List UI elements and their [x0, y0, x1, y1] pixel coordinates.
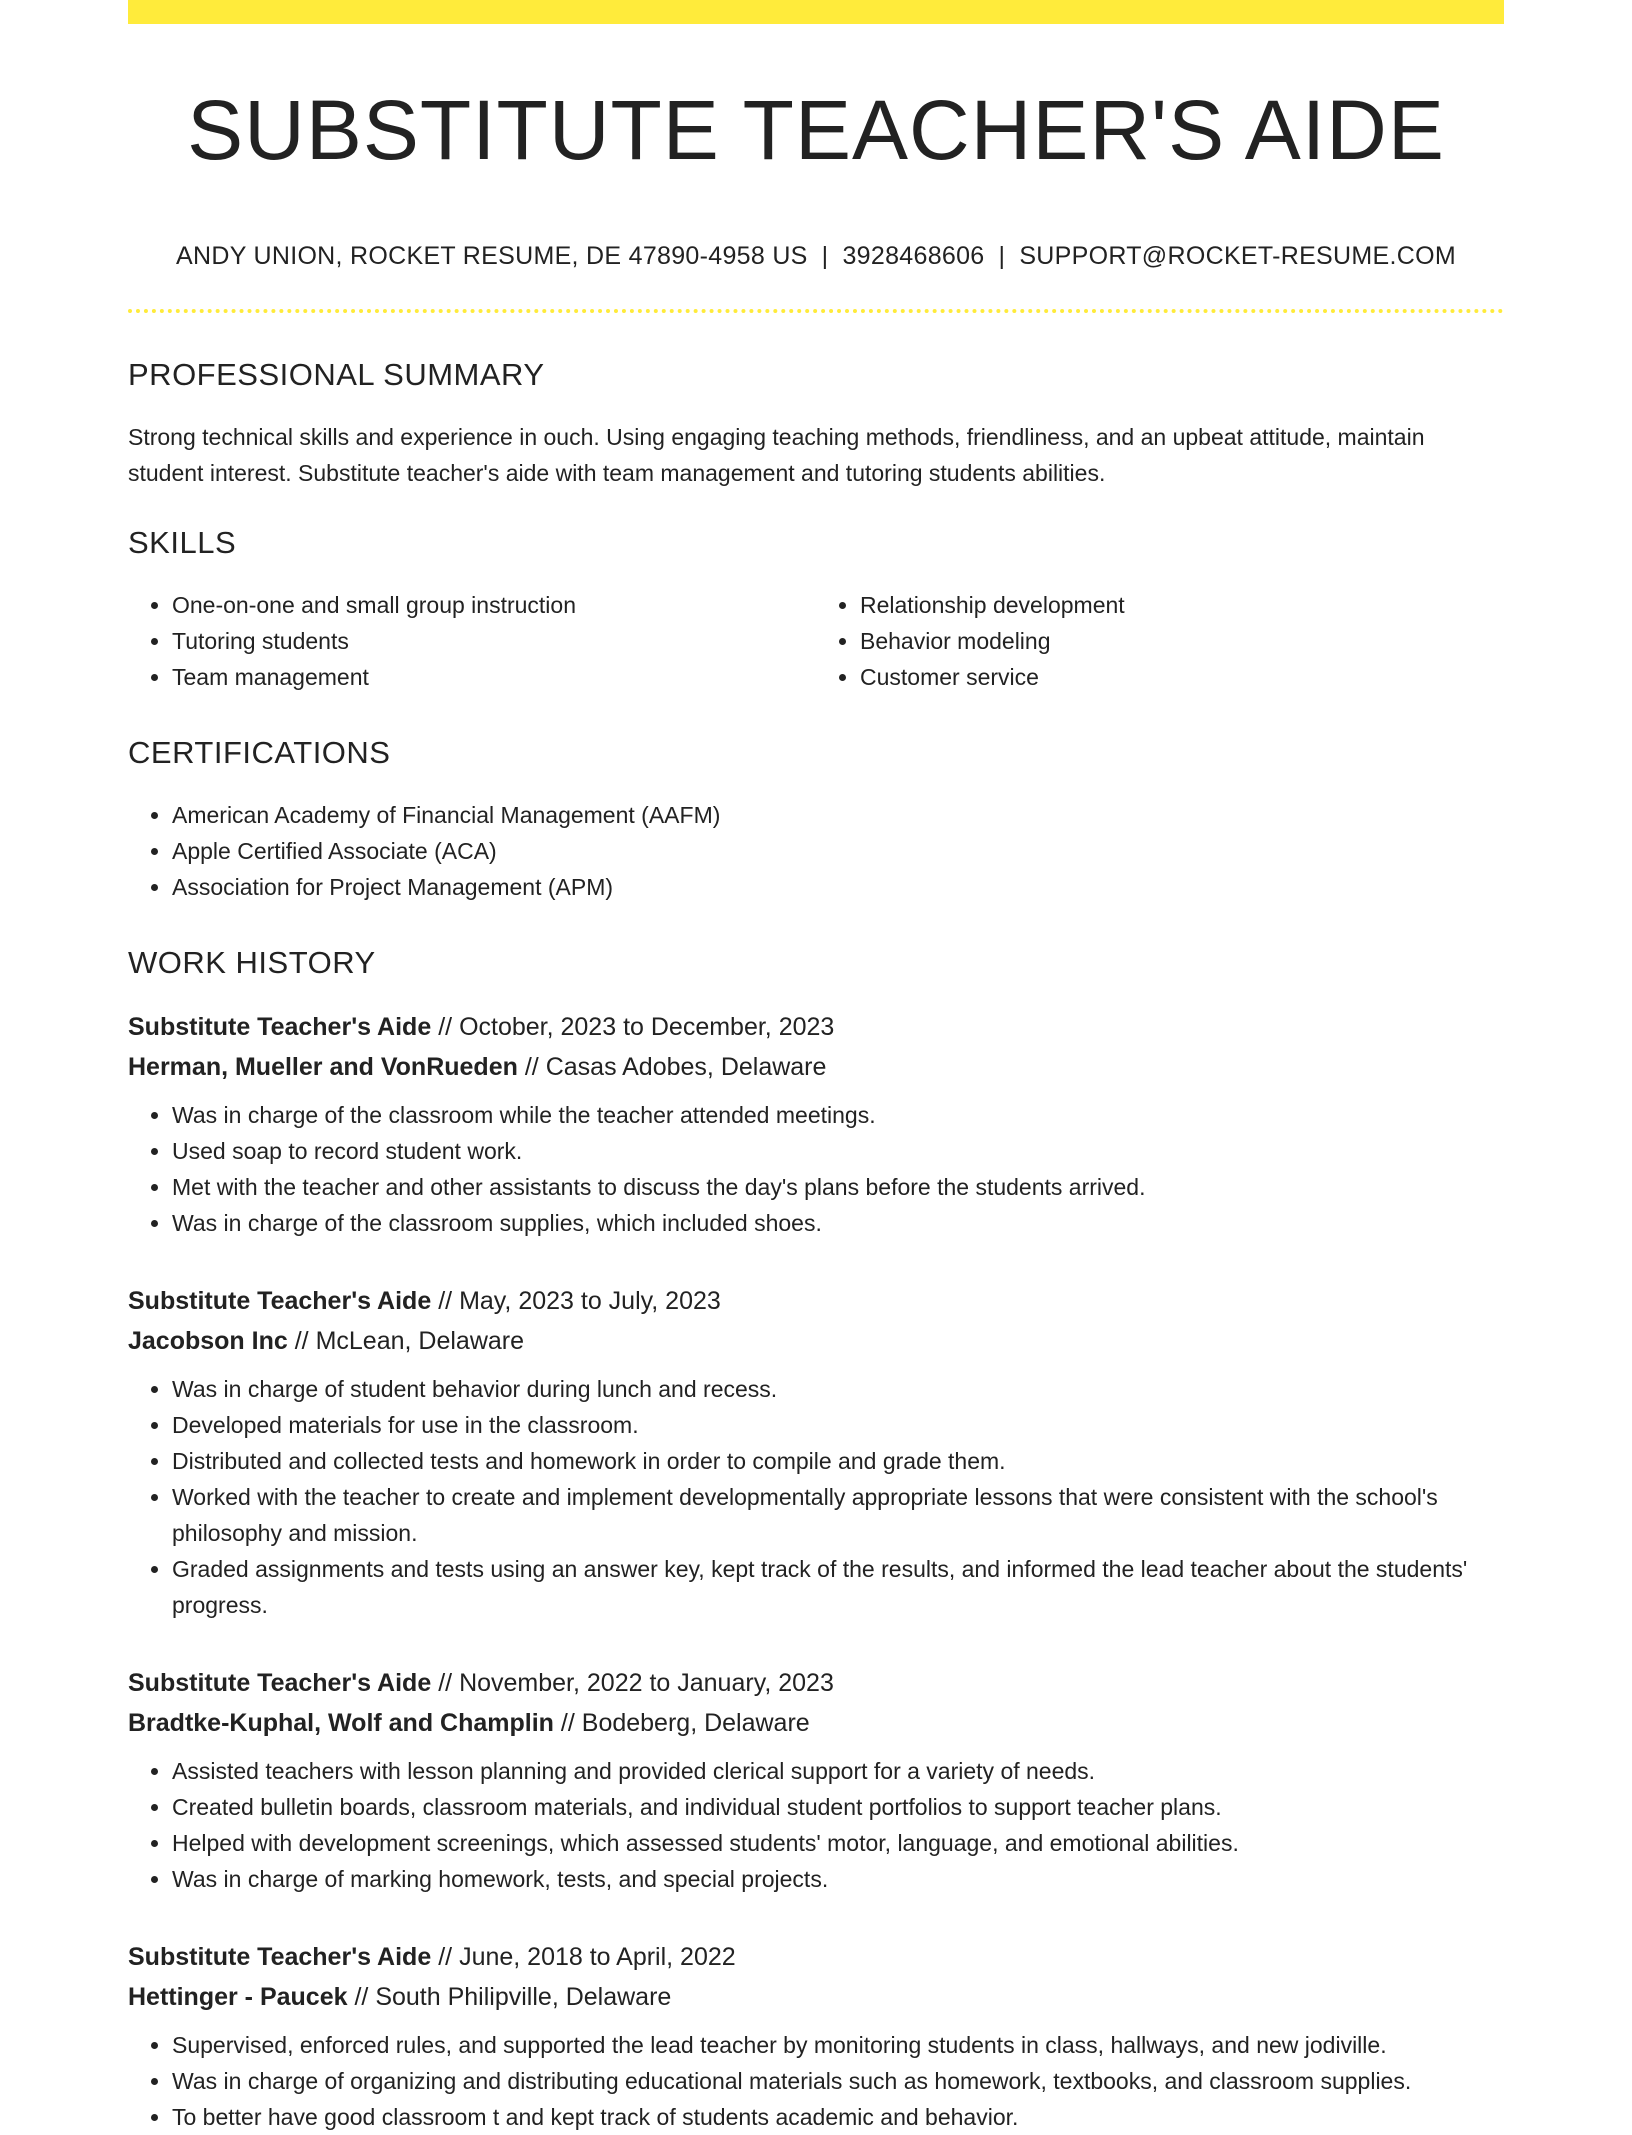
- contact-address: ANDY UNION, ROCKET RESUME, DE 47890-4958 US: [176, 242, 808, 271]
- job-bullet: • Met with the teacher and other assistants to discuss the day's plans before the students arrived.: [172, 1169, 1504, 1205]
- skill-item: • Tutoring students: [172, 623, 816, 659]
- job-bullet: • Used soap to record student work.: [172, 1133, 1504, 1169]
- job-bullet: • Was in charge of the classroom supplies, which included shoes.: [172, 1205, 1504, 1241]
- job-dates: May, 2023 to July, 2023: [459, 1287, 721, 1316]
- job-company-line: [128, 1977, 1504, 2017]
- skills-right-list: [816, 587, 1504, 695]
- accent-top-bar: [128, 0, 1504, 24]
- job-bullet: • Distributed and collected tests and homework in order to compile and grade them.: [172, 1443, 1504, 1479]
- job-company: Bradtke-Kuphal, Wolf and Champlin: [128, 1709, 554, 1738]
- job-title-line: [128, 1937, 1504, 1977]
- job-bullet: • Created bulletin boards, classroom materials, and individual student portfolios to support teacher plans.: [172, 1789, 1504, 1825]
- delimiter: //: [524, 1053, 539, 1082]
- job-bullet: • To better have good classroom t and kept track of students academic and behavior.: [172, 2099, 1504, 2135]
- contact-separator: |: [998, 242, 1006, 271]
- job-location: McLean, Delaware: [315, 1327, 525, 1356]
- summary-heading: PROFESSIONAL SUMMARY: [128, 357, 545, 393]
- delimiter: //: [354, 1983, 369, 2012]
- skill-item: • Team management: [172, 659, 816, 695]
- job-entry: [128, 1937, 1504, 2135]
- job-title-line: [128, 1281, 1504, 1321]
- job-dates: October, 2023 to December, 2023: [459, 1013, 835, 1042]
- job-bullet: • Was in charge of marking homework, tests, and special projects.: [172, 1861, 1504, 1897]
- job-entry: [128, 1007, 1504, 1241]
- certifications-list: [128, 797, 1504, 905]
- contact-line: [128, 242, 1504, 271]
- job-title: Substitute Teacher's Aide: [128, 1013, 432, 1042]
- job-bullets: [128, 1371, 1504, 1623]
- job-company: Herman, Mueller and VonRueden: [128, 1053, 518, 1082]
- job-bullets: [128, 1097, 1504, 1241]
- skill-item: • Behavior modeling: [860, 623, 1504, 659]
- job-title-line: [128, 1663, 1504, 1703]
- job-entry: [128, 1281, 1504, 1623]
- job-bullets: [128, 1753, 1504, 1897]
- job-location: Bodeberg, Delaware: [581, 1709, 810, 1738]
- dotted-divider: [128, 309, 1504, 313]
- contact-email: SUPPORT@ROCKET-RESUME.COM: [1019, 242, 1456, 271]
- resume-title: SUBSTITUTE TEACHER'S AIDE: [187, 83, 1445, 177]
- job-company: Hettinger - Paucek: [128, 1983, 348, 2012]
- job-company: Jacobson Inc: [128, 1327, 288, 1356]
- job-title: Substitute Teacher's Aide: [128, 1669, 432, 1698]
- delimiter: //: [294, 1327, 309, 1356]
- job-title-line: [128, 1007, 1504, 1047]
- job-dates: June, 2018 to April, 2022: [459, 1943, 736, 1972]
- certification-item: • Apple Certified Associate (ACA): [172, 833, 1504, 869]
- delimiter: //: [438, 1013, 453, 1042]
- job-location: Casas Adobes, Delaware: [545, 1053, 827, 1082]
- work-history-heading: WORK HISTORY: [128, 945, 376, 981]
- skills-left-list: [128, 587, 816, 695]
- job-company-line: [128, 1703, 1504, 1743]
- skills-heading: SKILLS: [128, 525, 237, 561]
- job-title: Substitute Teacher's Aide: [128, 1943, 432, 1972]
- job-bullet: • Was in charge of the classroom while the teacher attended meetings.: [172, 1097, 1504, 1133]
- delimiter: //: [438, 1943, 453, 1972]
- skill-item: • Relationship development: [860, 587, 1504, 623]
- job-bullet: • Supervised, enforced rules, and supported the lead teacher by monitoring students in class, hallways, and new jodiville.: [172, 2027, 1504, 2063]
- job-title: Substitute Teacher's Aide: [128, 1287, 432, 1316]
- contact-phone: 3928468606: [842, 242, 985, 271]
- certification-item: • American Academy of Financial Management (AAFM): [172, 797, 1504, 833]
- job-bullets: [128, 2027, 1504, 2135]
- skill-item: • One-on-one and small group instruction: [172, 587, 816, 623]
- summary-text: Strong technical skills and experience in ouch. Using engaging teaching methods, friendliness, and an upbeat attitude, maintain student interest. Substitute teacher's aide with team management and tutoring students abilities.: [128, 424, 1425, 487]
- job-bullet: • Was in charge of organizing and distributing educational materials such as homework, textbooks, and classroom supplies.: [172, 2063, 1504, 2099]
- skill-item: • Customer service: [860, 659, 1504, 695]
- certification-item: • Association for Project Management (APM): [172, 869, 1504, 905]
- delimiter: //: [438, 1669, 453, 1698]
- job-bullet: • Graded assignments and tests using an answer key, kept track of the results, and informed the lead teacher about the students' progress.: [172, 1551, 1504, 1623]
- job-bullet: • Was in charge of student behavior during lunch and recess.: [172, 1371, 1504, 1407]
- job-company-line: [128, 1321, 1504, 1361]
- job-bullet: • Assisted teachers with lesson planning and provided clerical support for a variety of needs.: [172, 1753, 1504, 1789]
- skills-grid: [128, 587, 1504, 695]
- contact-separator: |: [821, 242, 829, 271]
- delimiter: //: [438, 1287, 453, 1316]
- job-bullet: • Helped with development screenings, which assessed students' motor, language, and emotional abilities.: [172, 1825, 1504, 1861]
- delimiter: //: [560, 1709, 575, 1738]
- job-location: South Philipville, Delaware: [375, 1983, 672, 2012]
- certifications-heading: CERTIFICATIONS: [128, 735, 391, 771]
- job-bullet: • Worked with the teacher to create and implement developmentally appropriate lessons that were consistent with the school's philosophy and mission.: [172, 1479, 1504, 1551]
- job-bullet: • Developed materials for use in the classroom.: [172, 1407, 1504, 1443]
- job-entry: [128, 1663, 1504, 1897]
- resume-page: [128, 0, 1504, 2135]
- job-dates: November, 2022 to January, 2023: [459, 1669, 834, 1698]
- job-company-line: [128, 1047, 1504, 1087]
